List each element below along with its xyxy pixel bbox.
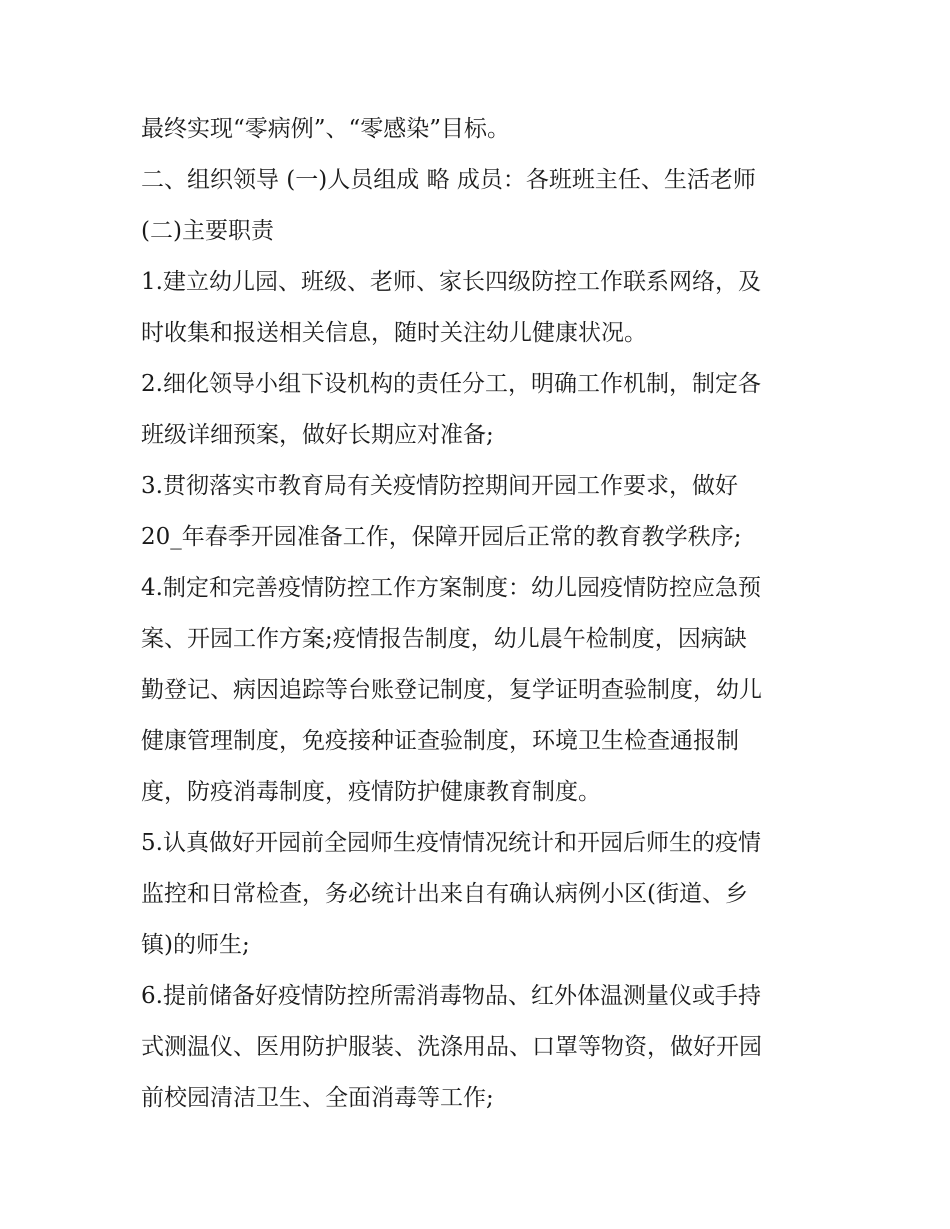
section-heading-organization: 二、组织领导 (一)人员组成 略 成员：各班班主任、生活老师 <box>141 167 756 193</box>
text-line: 前校园清洁卫生、全面消毒等工作; <box>141 1085 494 1111</box>
text-line: 4.制定和完善疫情防控工作方案制度：幼儿园疫情防控应急预 <box>141 575 761 601</box>
text-line: 案、开园工作方案;疫情报告制度，幼儿晨午检制度，因病缺 <box>141 626 747 652</box>
text-line: 度，防疫消毒制度，疫情防护健康教育制度。 <box>141 779 601 805</box>
text-line: 监控和日常检查，务必统计出来自有确认病例小区(街道、乡 <box>141 881 748 907</box>
text-line: 式测温仪、医用防护服装、洗涤用品、口罩等物资，做好开园 <box>141 1034 762 1060</box>
text-line: 2.细化领导小组下设机构的责任分工，明确工作机制，制定各 <box>141 371 761 397</box>
text-line: 镇)的师生; <box>141 932 250 958</box>
text-line: 班级详细预案，做好长期应对准备; <box>141 422 494 448</box>
text-line: 5.认真做好开园前全园师生疫情情况统计和开园后师生的疫情 <box>141 830 761 856</box>
text-line: 6.提前储备好疫情防控所需消毒物品、红外体温测量仪或手持 <box>141 983 761 1009</box>
subsection-heading-duties: (二)主要职责 <box>141 218 274 244</box>
text-line: 最终实现“零病例”、“零感染”目标。 <box>141 116 511 142</box>
text-line: 勤登记、病因追踪等台账登记制度，复学证明查验制度，幼儿 <box>141 677 762 703</box>
text-line: 3.贯彻落实市教育局有关疫情防控期间开园工作要求，做好 <box>141 473 738 499</box>
text-line: 20_年春季开园准备工作，保障开园后正常的教育教学秩序; <box>141 524 742 550</box>
document-body <box>141 104 813 1124</box>
text-line: 健康管理制度，免疫接种证查验制度，环境卫生检查通报制 <box>141 728 739 754</box>
text-line: 1.建立幼儿园、班级、老师、家长四级防控工作联系网络，及 <box>141 269 761 295</box>
text-line: 时收集和报送相关信息，随时关注幼儿健康状况。 <box>141 320 647 346</box>
